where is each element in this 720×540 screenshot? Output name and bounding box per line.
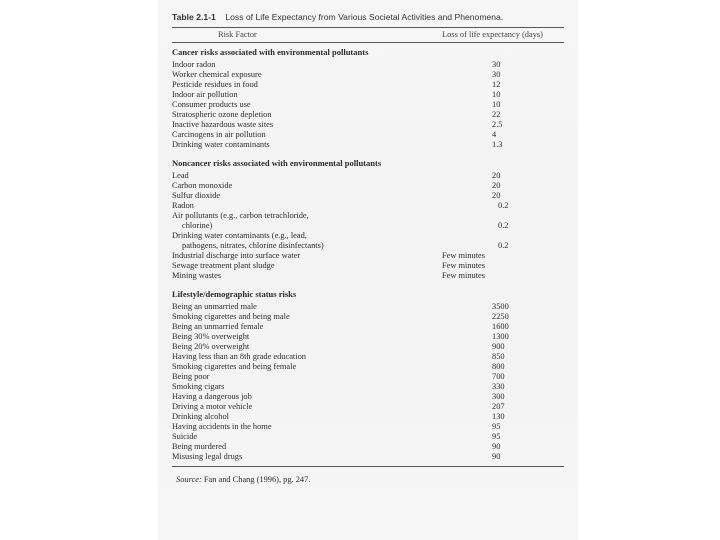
row-loss-value: 20	[492, 181, 501, 190]
row-risk-factor	[172, 352, 442, 362]
table-row	[172, 110, 564, 120]
table-row	[172, 70, 564, 80]
row-risk-factor-line: Inactive hazardous waste sites	[172, 120, 274, 129]
row-loss-value: 1.3	[492, 140, 503, 149]
row-loss-value: 4	[492, 130, 497, 139]
row-loss-value: 95	[492, 432, 501, 441]
row-risk-factor	[172, 322, 442, 332]
row-risk-factor-line: Mining wastes	[172, 271, 222, 280]
column-header-risk-factor: Risk Factor	[218, 30, 257, 39]
table-section	[172, 47, 564, 150]
row-risk-factor	[172, 432, 442, 442]
row-risk-factor	[172, 362, 442, 372]
table-row	[172, 211, 564, 231]
row-risk-factor	[172, 120, 442, 130]
row-loss-value: 300	[492, 392, 505, 401]
row-risk-factor-line: Consumer products use	[172, 100, 251, 109]
row-risk-factor	[172, 271, 442, 281]
row-risk-factor	[172, 110, 442, 120]
row-loss-value: Few minutes	[442, 261, 486, 270]
row-risk-factor	[172, 342, 442, 352]
row-loss-value: 330	[492, 382, 505, 391]
section-title: Noncancer risks associated with environmental pollutants	[172, 158, 382, 168]
row-risk-factor	[172, 372, 442, 382]
row-loss-value: 90	[492, 452, 501, 461]
table-row	[172, 90, 564, 100]
table-row	[172, 231, 564, 251]
table-row	[172, 251, 564, 261]
table-row	[172, 191, 564, 201]
table-title-number: Table 2.1-1	[172, 12, 216, 22]
section-title: Cancer risks associated with environmental pollutants	[172, 47, 369, 57]
row-loss-value: 850	[492, 352, 505, 361]
row-risk-factor	[172, 382, 442, 392]
row-loss-value: 800	[492, 362, 505, 371]
row-loss-value: 207	[492, 402, 505, 411]
row-risk-factor	[172, 392, 442, 402]
table-section	[172, 158, 564, 281]
table-row	[172, 422, 564, 432]
table-row	[172, 432, 564, 442]
row-loss-value: Few minutes	[442, 271, 486, 280]
row-risk-factor-line: Having less than an 8th grade education	[172, 352, 306, 361]
source-note	[172, 474, 564, 485]
row-risk-factor	[172, 181, 442, 191]
table-row	[172, 362, 564, 372]
row-loss-value: 0.2	[498, 221, 509, 230]
row-risk-factor	[172, 60, 442, 70]
row-risk-factor	[172, 231, 442, 251]
row-risk-factor-line: Indoor radon	[172, 60, 216, 69]
section-title: Lifestyle/demographic status risks	[172, 289, 297, 299]
table-row	[172, 452, 564, 462]
row-risk-factor	[172, 442, 442, 452]
table-section	[172, 289, 564, 462]
table-row	[172, 382, 564, 392]
row-loss-value: 0.2	[498, 241, 509, 250]
row-risk-factor-line: Smoking cigarettes and being male	[172, 312, 290, 321]
row-risk-factor	[172, 312, 442, 322]
row-loss-value: 1600	[492, 322, 509, 331]
row-loss-value: 10	[492, 90, 501, 99]
table-row	[172, 140, 564, 150]
table-row	[172, 412, 564, 422]
row-loss-value: 3500	[492, 302, 509, 311]
row-risk-factor-line: Industrial discharge into surface water	[172, 251, 301, 260]
table-row	[172, 402, 564, 412]
row-risk-factor-line: Misusing legal drugs	[172, 452, 243, 461]
table-row	[172, 302, 564, 312]
row-risk-factor-line: Pesticide residues in food	[172, 80, 258, 89]
row-risk-factor-line: Drinking water contaminants (e.g., lead,	[172, 231, 307, 240]
row-loss-value: 90	[492, 442, 501, 451]
row-risk-factor	[172, 140, 442, 150]
row-risk-factor-line: Being murdered	[172, 442, 227, 451]
row-risk-factor-continuation: pathogens, nitrates, chlorine disinfectants)	[182, 241, 324, 250]
row-risk-factor	[172, 90, 442, 100]
table-row	[172, 442, 564, 452]
row-loss-value: 30	[492, 60, 501, 69]
row-risk-factor	[172, 261, 442, 271]
table-row	[172, 271, 564, 281]
row-risk-factor-line: Stratospheric ozone depletion	[172, 110, 272, 119]
table-row	[172, 312, 564, 322]
row-risk-factor	[172, 332, 442, 342]
row-risk-factor-line: Being an unmarried male	[172, 302, 257, 311]
row-loss-value: Few minutes	[442, 251, 486, 260]
row-risk-factor-line: Air pollutants (e.g., carbon tetrachloride,	[172, 211, 309, 220]
row-risk-factor-line: Having accidents in the home	[172, 422, 272, 431]
table-row	[172, 392, 564, 402]
column-header-loss: Loss of life expectancy (days)	[442, 30, 543, 39]
table-row	[172, 120, 564, 130]
row-loss-value: 700	[492, 372, 505, 381]
row-loss-value: 130	[492, 412, 505, 421]
row-risk-factor-continuation: chlorine)	[182, 221, 213, 230]
table-container	[172, 10, 564, 485]
row-loss-value: 30	[492, 70, 501, 79]
table-row	[172, 352, 564, 362]
table-row	[172, 332, 564, 342]
row-risk-factor-line: Carcinogens in air pollution	[172, 130, 266, 139]
row-risk-factor-line: Drinking water contaminants	[172, 140, 270, 149]
table-row	[172, 60, 564, 70]
table-bottom-rule	[172, 466, 564, 467]
table-row	[172, 181, 564, 191]
row-risk-factor-line: Having a dangerous job	[172, 392, 252, 401]
row-loss-value: 12	[492, 80, 501, 89]
row-risk-factor	[172, 402, 442, 412]
row-risk-factor-line: Sulfur dioxide	[172, 191, 221, 200]
table-row	[172, 80, 564, 90]
row-risk-factor	[172, 201, 442, 211]
row-risk-factor-line: Being poor	[172, 372, 210, 381]
row-risk-factor	[172, 251, 442, 261]
row-risk-factor	[172, 70, 442, 80]
table-row	[172, 130, 564, 140]
source-label: Source:	[176, 475, 202, 484]
row-risk-factor-line: Sewage treatment plant sludge	[172, 261, 275, 270]
row-risk-factor	[172, 191, 442, 201]
header-bottom-rule	[172, 42, 564, 43]
row-risk-factor-line: Smoking cigars	[172, 382, 225, 391]
row-loss-value: 20	[492, 171, 501, 180]
row-loss-value: 20	[492, 191, 501, 200]
table-row	[172, 171, 564, 181]
row-risk-factor-line: Indoor air pollution	[172, 90, 238, 99]
row-risk-factor-line: Lead	[172, 171, 189, 180]
table-title	[172, 10, 564, 24]
row-loss-value: 10	[492, 100, 501, 109]
row-risk-factor	[172, 171, 442, 181]
row-risk-factor	[172, 422, 442, 432]
row-risk-factor-line: Carbon monoxide	[172, 181, 233, 190]
row-risk-factor	[172, 452, 442, 462]
row-loss-value: 1300	[492, 332, 509, 341]
row-risk-factor-line: Radon	[172, 201, 194, 210]
row-risk-factor-line: Drinking alcohol	[172, 412, 229, 421]
row-risk-factor	[172, 80, 442, 90]
table-title-text: Loss of Life Expectancy from Various Societal Activities and Phenomena.	[225, 12, 504, 22]
row-loss-value: 95	[492, 422, 501, 431]
table-row	[172, 100, 564, 110]
row-risk-factor	[172, 100, 442, 110]
row-risk-factor	[172, 302, 442, 312]
table-row	[172, 261, 564, 271]
table-body	[172, 47, 564, 462]
column-header-row	[172, 28, 564, 42]
row-risk-factor-line: Being an unmarried female	[172, 322, 264, 331]
source-text: Fan and Chang (1996), pg. 247.	[203, 475, 311, 484]
row-risk-factor-line: Driving a motor vehicle	[172, 402, 253, 411]
row-risk-factor	[172, 211, 442, 231]
row-loss-value: 0.2	[498, 201, 509, 210]
table-row	[172, 372, 564, 382]
row-risk-factor	[172, 130, 442, 140]
row-risk-factor-line: Being 30% overweight	[172, 332, 250, 341]
row-risk-factor-line: Being 20% overweight	[172, 342, 250, 351]
table-row	[172, 201, 564, 211]
row-risk-factor	[172, 412, 442, 422]
table-row	[172, 322, 564, 332]
row-risk-factor-line: Smoking cigarettes and being female	[172, 362, 297, 371]
row-risk-factor-line: Suicide	[172, 432, 198, 441]
row-risk-factor-line: Worker chemical exposure	[172, 70, 262, 79]
row-loss-value: 22	[492, 110, 501, 119]
row-loss-value: 2250	[492, 312, 509, 321]
table-row	[172, 342, 564, 352]
row-loss-value: 2.5	[492, 120, 503, 129]
row-loss-value: 900	[492, 342, 505, 351]
